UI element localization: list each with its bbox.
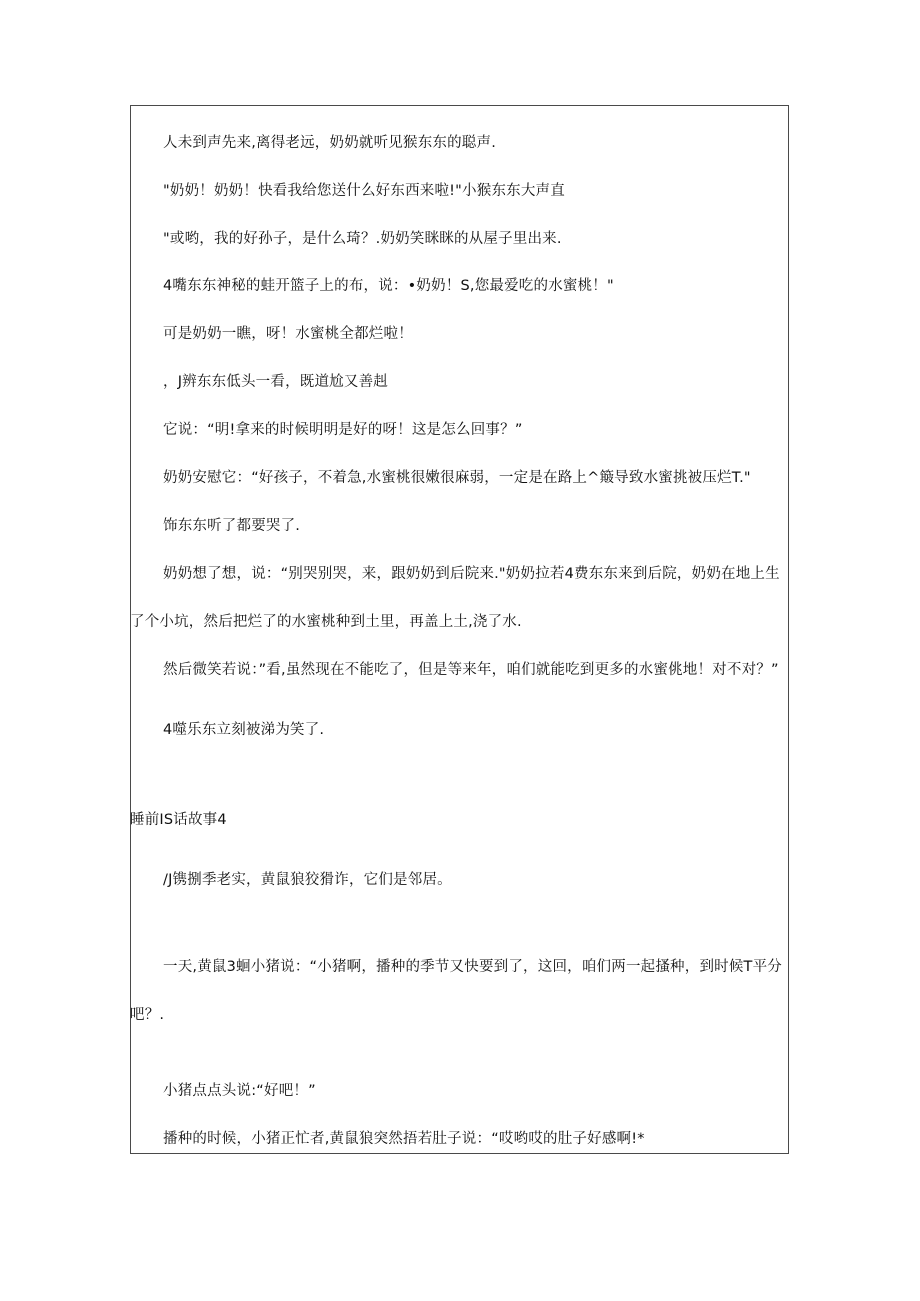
paragraph-line: 奶奶安慰它：“好孩子，不着急,水蜜桃很嫩很麻弱，一定是在路上^簸导致水蜜挑被压烂T." [163, 470, 751, 486]
paragraph-line: /J镌捌季老实，黄鼠狼狡猾诈，它们是邻居。 [163, 872, 452, 888]
paragraph-line: 了个小坑，然后把烂了的水蜜桃种到土里，再盖上土,浇了水. [130, 614, 522, 630]
paragraph-line: 奶奶想了想，说：“别哭别哭，来，跟奶奶到后院来."奶奶拉若4费东东来到后院，奶奶在地上生 [163, 566, 780, 582]
paragraph-line: 它说：“明!拿来的时候明明是好的呀！这是怎么回事？” [163, 422, 523, 438]
paragraph-line: 人未到声先来,离得老远，奶奶就听见猴东东的聪声. [163, 135, 497, 151]
paragraph-line: 然后微笑若说：”看,虽然现在不能吃了，但是等来年，咱们就能吃到更多的水蜜佻地！对不对？” [163, 662, 779, 678]
paragraph-line: 4嘴东东神秘的蛙开篮子上的布，说：•奶奶！S,您最爱吃的水蜜桃！" [163, 278, 614, 294]
paragraph-line: 吧？. [130, 1007, 165, 1023]
paragraph-line: "或哟，我的好孙子，是什么琦？.奶奶笑眯眯的从屋子里出来. [163, 231, 562, 247]
paragraph-line: 播种的时候，小猪正忙者,黄鼠狼突然捂若肚子说：“哎哟哎的肚子好感啊!* [163, 1131, 645, 1147]
paragraph-line: 一天,黄鼠3蛔小猪说：“小猪啊，播种的季节又快要到了，这回，咱们两一起搔种，到时候T平分 [163, 959, 782, 975]
paragraph-line: 小猪点点头说:“好吧！” [163, 1083, 316, 1099]
paragraph-line: ，J辨东东低头一看，既道尬又善赳 [163, 374, 388, 390]
paragraph-line: 饰东东听了都要哭了. [163, 518, 301, 534]
paragraph-line: 可是奶奶一瞧，呀！水蜜桃全都烂啦！ [163, 326, 413, 342]
section-heading: 睡前IS话故事4 [130, 812, 227, 828]
paragraph-line: "奶奶！奶奶！快看我给您送什么好东西来啦!"小猴东东大声直 [163, 183, 565, 199]
paragraph-line: 4噬乐东立刻被涕为笑了. [163, 722, 325, 738]
